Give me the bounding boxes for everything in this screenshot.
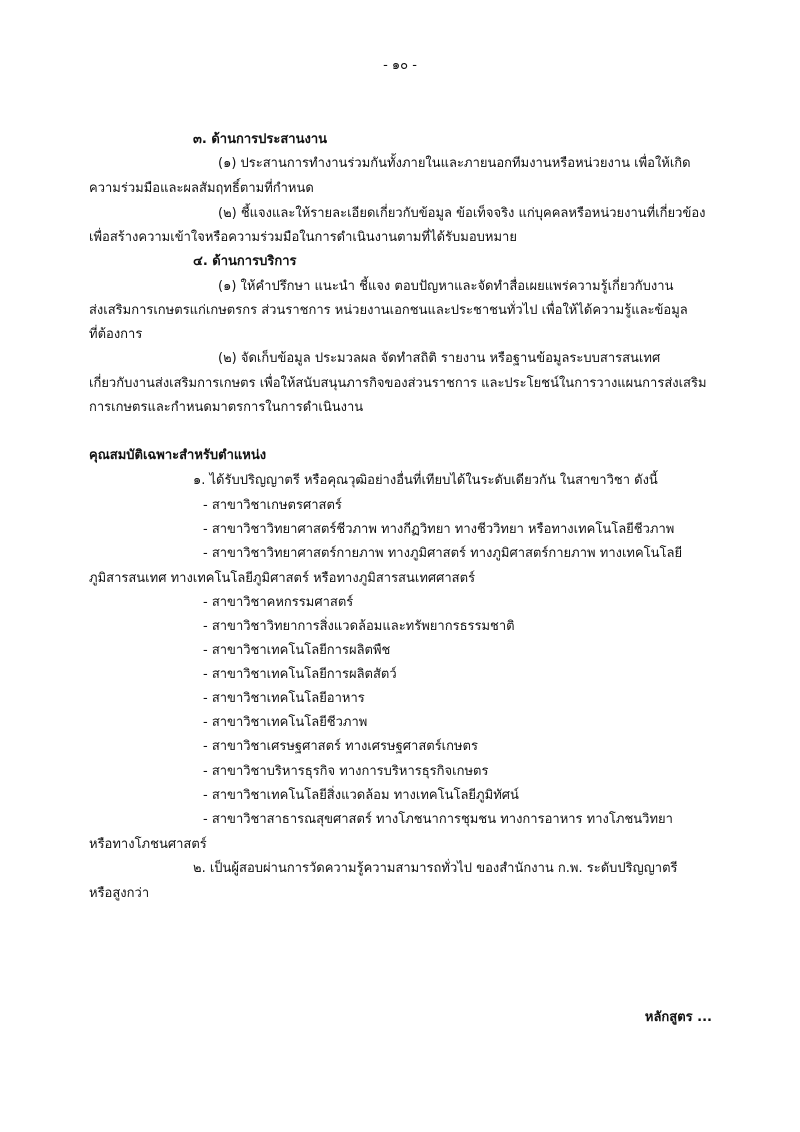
major-item: - สาขาวิชาเทคโนโลยีการผลิตพืช (203, 643, 391, 658)
major-item: - สาขาวิชาคหกรรมศาสตร์ (203, 595, 354, 610)
major-item-continuation: หรือทางโภชนศาสตร์ (89, 837, 207, 852)
page-number: - ๑๐ - (383, 58, 417, 73)
qualification-1: ๑. ได้รับปริญญาตรี หรือคุณวุฒิอย่างอื่นที่เทียบได้ในระดับเดียวกัน ในสาขาวิชา ดังนี้ (193, 473, 658, 488)
section3-heading: ๓. ด้านการประสานงาน (193, 132, 328, 147)
qualification-2-line1: ๒. เป็นผู้สอบผ่านการวัดความรู้ความสามารถทั่วไป ของสำนักงาน ก.พ. ระดับปริญญาตรี (193, 861, 678, 876)
qualifications-heading: คุณสมบัติเฉพาะสำหรับตำแหน่ง (89, 448, 267, 463)
section4-item1-line2: ส่งเสริมการเกษตรแก่เกษตรกร ส่วนราชการ หน่วยงานเอกชนและประชาชนทั่วไป เพื่อให้ได้ความรู้และข้อมูล (89, 303, 688, 318)
major-item: - สาขาวิชาเทคโนโลยีสิ่งแวดล้อม ทางเทคโนโลยีภูมิทัศน์ (203, 788, 519, 803)
section4-item2-line3: การเกษตรและกำหนดมาตรการในการดำเนินงาน (89, 400, 364, 415)
section4-heading: ๔. ด้านการบริการ (193, 254, 297, 269)
major-item: - สาขาวิชาวิทยาศาสตร์กายภาพ ทางภูมิศาสตร์ ทางภูมิศาสตร์กายภาพ ทางเทคโนโลยี (203, 546, 683, 561)
qualification-2-line2: หรือสูงกว่า (89, 886, 150, 901)
major-item: - สาขาวิชาเกษตรศาสตร์ (203, 498, 342, 513)
section3-item1-line1: (๑) ประสานการทำงานร่วมกันทั้งภายในและภายนอกทีมงานหรือหน่วยงาน เพื่อให้เกิด (218, 156, 691, 171)
section4-item1-line1: (๑) ให้คำปรึกษา แนะนำ ชี้แจง ตอบปัญหาและจัดทำสื่อเผยแพร่ความรู้เกี่ยวกับงาน (218, 279, 674, 294)
major-item: - สาขาวิชาวิทยาการสิ่งแวดล้อมและทรัพยากรธรรมชาติ (203, 619, 515, 634)
major-item: - สาขาวิชาเทคโนโลยีอาหาร (203, 691, 365, 706)
section4-item1-line3: ที่ต้องการ (89, 327, 143, 342)
section3-item2-line2: เพื่อสร้างความเข้าใจหรือความร่วมมือในการดำเนินงานตามที่ได้รับมอบหมาย (89, 230, 517, 245)
continuation-footer: หลักสูตร ... (644, 1010, 712, 1025)
major-item: - สาขาวิชาเศรษฐศาสตร์ ทางเศรษฐศาสตร์เกษตร (203, 739, 478, 754)
section3-item1-line2: ความร่วมมือและผลสัมฤทธิ์ตามที่กำหนด (89, 181, 314, 196)
major-item: - สาขาวิชาสาธารณสุขศาสตร์ ทางโภชนาการชุมชน ทางการอาหาร ทางโภชนวิทยา (203, 812, 673, 827)
section3-item2-line1: (๒) ชี้แจงและให้รายละเอียดเกี่ยวกับข้อมูล ข้อเท็จจริง แก่บุคคลหรือหน่วยงานที่เกี่ยวข้อง (218, 206, 706, 221)
major-item: - สาขาวิชาเทคโนโลยีชีวภาพ (203, 715, 368, 730)
section4-item2-line2: เกี่ยวกับงานส่งเสริมการเกษตร เพื่อให้สนับสนุนภารกิจของส่วนราชการ และประโยชน์ในการวางแผนการส่งเสริม (89, 376, 707, 391)
major-item: - สาขาวิชาเทคโนโลยีการผลิตสัตว์ (203, 667, 397, 682)
major-item-continuation: ภูมิสารสนเทศ ทางเทคโนโลยีภูมิศาสตร์ หรือทางภูมิสารสนเทศศาสตร์ (89, 571, 476, 586)
major-item: - สาขาวิชาวิทยาศาสตร์ชีวภาพ ทางกีฏวิทยา ทางชีววิทยา หรือทางเทคโนโลยีชีวภาพ (203, 522, 675, 537)
major-item: - สาขาวิชาบริหารธุรกิจ ทางการบริหารธุรกิจเกษตร (203, 764, 489, 779)
section4-item2-line1: (๒) จัดเก็บข้อมูล ประมวลผล จัดทำสถิติ รายงาน หรือฐานข้อมูลระบบสารสนเทศ (218, 351, 661, 366)
